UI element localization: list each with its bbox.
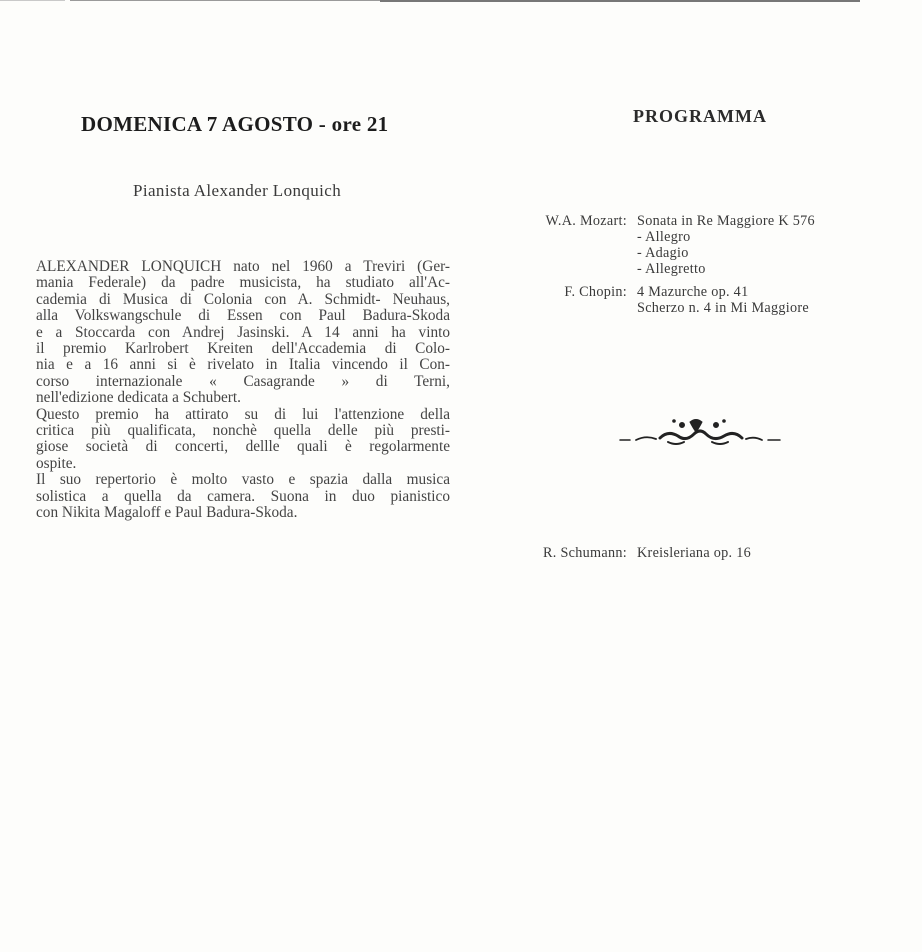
bio-line: mania Federale) da padre musicista, ha studiato all'Ac-: [36, 274, 450, 292]
bio-line: con Nikita Magaloff e Paul Badura-Skoda.: [36, 504, 298, 522]
biography-text: [36, 259, 450, 522]
bio-line: Il suo repertorio è molto vasto e spazia dalla musica: [36, 471, 450, 489]
composer-schumann: R. Schumann:: [543, 545, 627, 561]
bio-line: giose società di concerti, dellle quali è regolarmente: [36, 438, 450, 456]
bio-line: alla Volkswangschule di Essen con Paul Badura-Skoda: [36, 307, 450, 325]
bio-line: solistica a quella da camera. Suona in duo pianistico: [36, 487, 450, 505]
movement-item: - Allegro: [637, 229, 691, 245]
ornament-flourish-icon: [616, 416, 784, 448]
movement-item: - Allegretto: [637, 261, 706, 277]
bio-line: corso internazionale « Casagrande » di Terni,: [36, 372, 450, 390]
work-chopin-scherzo: Scherzo n. 4 in Mi Maggiore: [637, 300, 810, 316]
performer-subtitle: Pianista Alexander Lonquich: [133, 181, 342, 200]
program-heading: PROGRAMMA: [633, 106, 767, 126]
composer-chopin: F. Chopin:: [564, 284, 627, 300]
bio-line: ospite.: [36, 454, 77, 472]
bio-line: nell'edizione dedicata a Schubert.: [36, 389, 241, 407]
bio-line: ALEXANDER LONQUICH nato nel 1960 a Treviri (Ger-: [36, 258, 450, 275]
work-mozart-sonata: Sonata in Re Maggiore K 576: [637, 213, 815, 229]
top-edge-lines: [0, 0, 922, 6]
work-chopin-mazurche: 4 Mazurche op. 41: [637, 284, 749, 300]
bio-line: e a Stoccarda con Andrej Jasinski. A 14 anni ha vinto: [36, 323, 450, 341]
composer-mozart: W.A. Mozart:: [545, 213, 627, 229]
bio-line: Questo premio ha attirato su di lui l'attenzione della: [36, 405, 450, 423]
movement-item: - Adagio: [637, 245, 689, 261]
bio-line: il premio Karlrobert Kreiten dell'Accademia di Colo-: [36, 340, 450, 358]
bio-line: critica più qualificata, nonchè quella delle più presti-: [36, 422, 450, 440]
concert-date-heading: DOMENICA 7 AGOSTO - ore 21: [81, 112, 389, 136]
bio-line: cademia di Musica di Colonia con A. Schmidt- Neuhaus,: [36, 290, 450, 308]
work-schumann-kreisleriana: Kreisleriana op. 16: [637, 545, 752, 561]
bio-line: nia e a 16 anni si è rivelato in Italia vincendo il Con-: [36, 356, 450, 374]
